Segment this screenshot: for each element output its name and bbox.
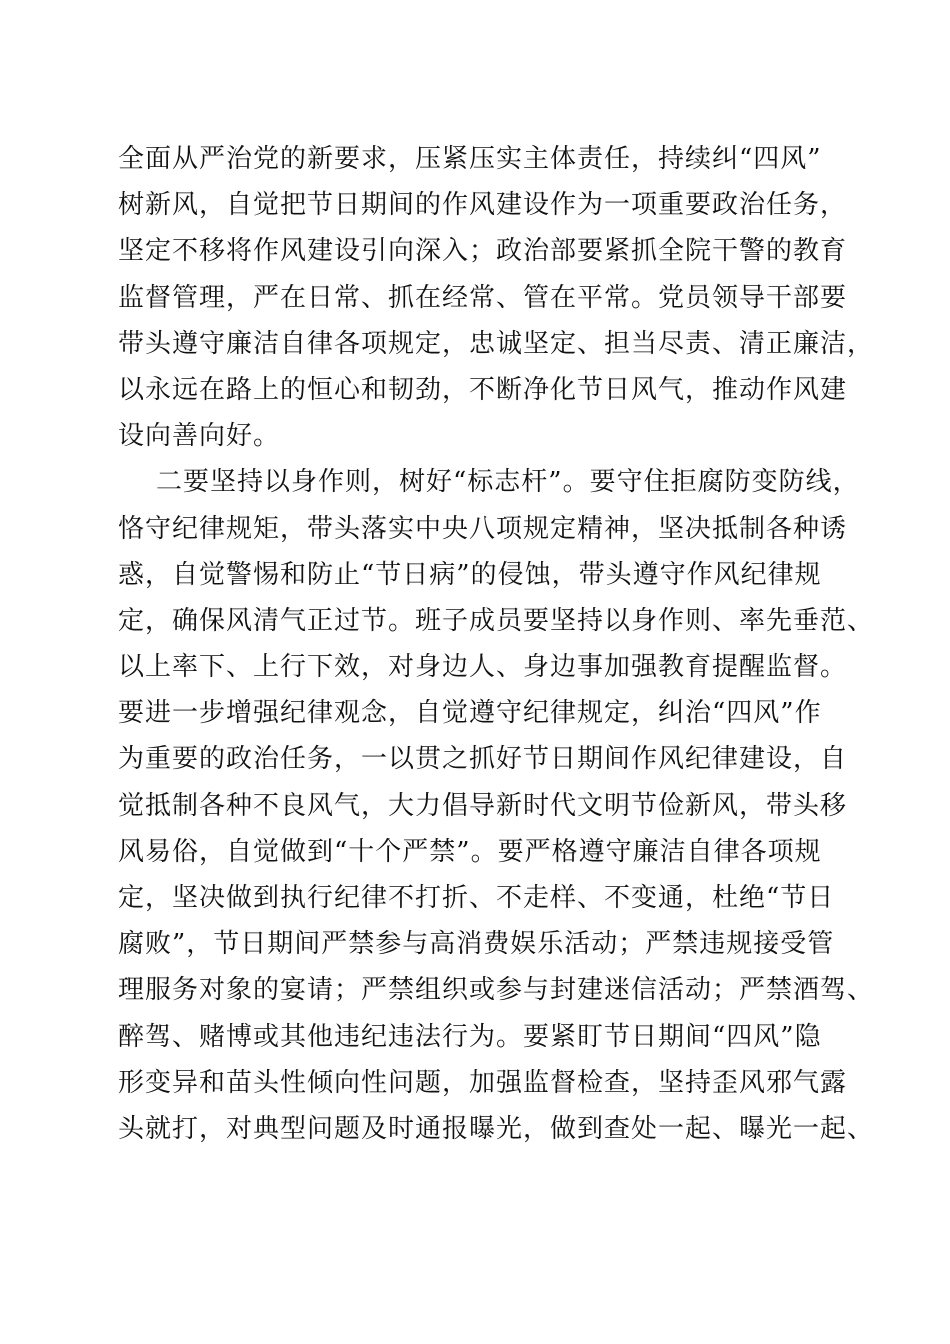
text-line: 定，确保风清气正过节。班子成员要坚持以身作则、率先垂范、 — [118, 605, 875, 636]
text-line: 带头遵守廉洁自律各项规定，忠诚坚定、担当尽责、清正廉洁， — [118, 328, 875, 359]
text-line: 觉抵制各种不良风气，大力倡导新时代文明节俭新风，带头移 — [118, 790, 848, 821]
text-line: 形变异和苗头性倾向性问题，加强监督检查，坚持歪风邪气露 — [118, 1067, 848, 1098]
text-line: 理服务对象的宴请；严禁组织或参与封建迷信活动；严禁酒驾、 — [118, 975, 875, 1006]
text-line: 以上率下、上行下效，对身边人、身边事加强教育提醒监督。 — [118, 652, 848, 683]
text-line: 为重要的政治任务，一以贯之抓好节日期间作风纪律建设，自 — [118, 744, 848, 775]
paragraph-1 — [118, 136, 875, 459]
text-line: 恪守纪律规矩，带头落实中央八项规定精神，坚决抵制各种诱 — [118, 513, 848, 544]
text-line: 坚定不移将作风建设引向深入；政治部要紧抓全院干警的教育 — [118, 236, 848, 267]
text-line: 全面从严治党的新要求，压紧压实主体责任，持续纠“四风” — [118, 144, 822, 174]
text-line: 以永远在路上的恒心和韧劲，不断净化节日风气，推动作风建 — [118, 374, 848, 405]
paragraph-2 — [118, 459, 875, 1152]
text-line: 监督管理，严在日常、抓在经常、管在平常。党员领导干部要 — [118, 282, 848, 313]
body-text — [118, 136, 875, 1152]
text-line: 定，坚决做到执行纪律不打折、不走样、不变通，杜绝“节日 — [118, 883, 835, 913]
text-line: 树新风，自觉把节日期间的作风建设作为一项重要政治任务， — [118, 190, 848, 221]
text-line: 二要坚持以身作则，树好“标志杆”。要守住拒腐防变防线， — [156, 467, 860, 498]
text-line: 要进一步增强纪律观念，自觉遵守纪律规定，纠治“四风”作 — [118, 698, 822, 729]
text-line: 腐败”，节日期间严禁参与高消费娱乐活动；严禁违规接受管 — [118, 929, 835, 960]
text-line: 头就打，对典型问题及时通报曝光，做到查处一起、曝光一起、 — [118, 1113, 875, 1144]
text-line: 醉驾、赌博或其他违纪违法行为。要紧盯节日期间“四风”隐 — [118, 1021, 822, 1052]
text-line: 设向善向好。 — [118, 421, 281, 452]
text-line: 惑，自觉警惕和防止“节日病”的侵蚀，带头遵守作风纪律规 — [118, 559, 822, 590]
text-line: 风易俗，自觉做到“十个严禁”。要严格遵守廉洁自律各项规 — [118, 836, 822, 867]
